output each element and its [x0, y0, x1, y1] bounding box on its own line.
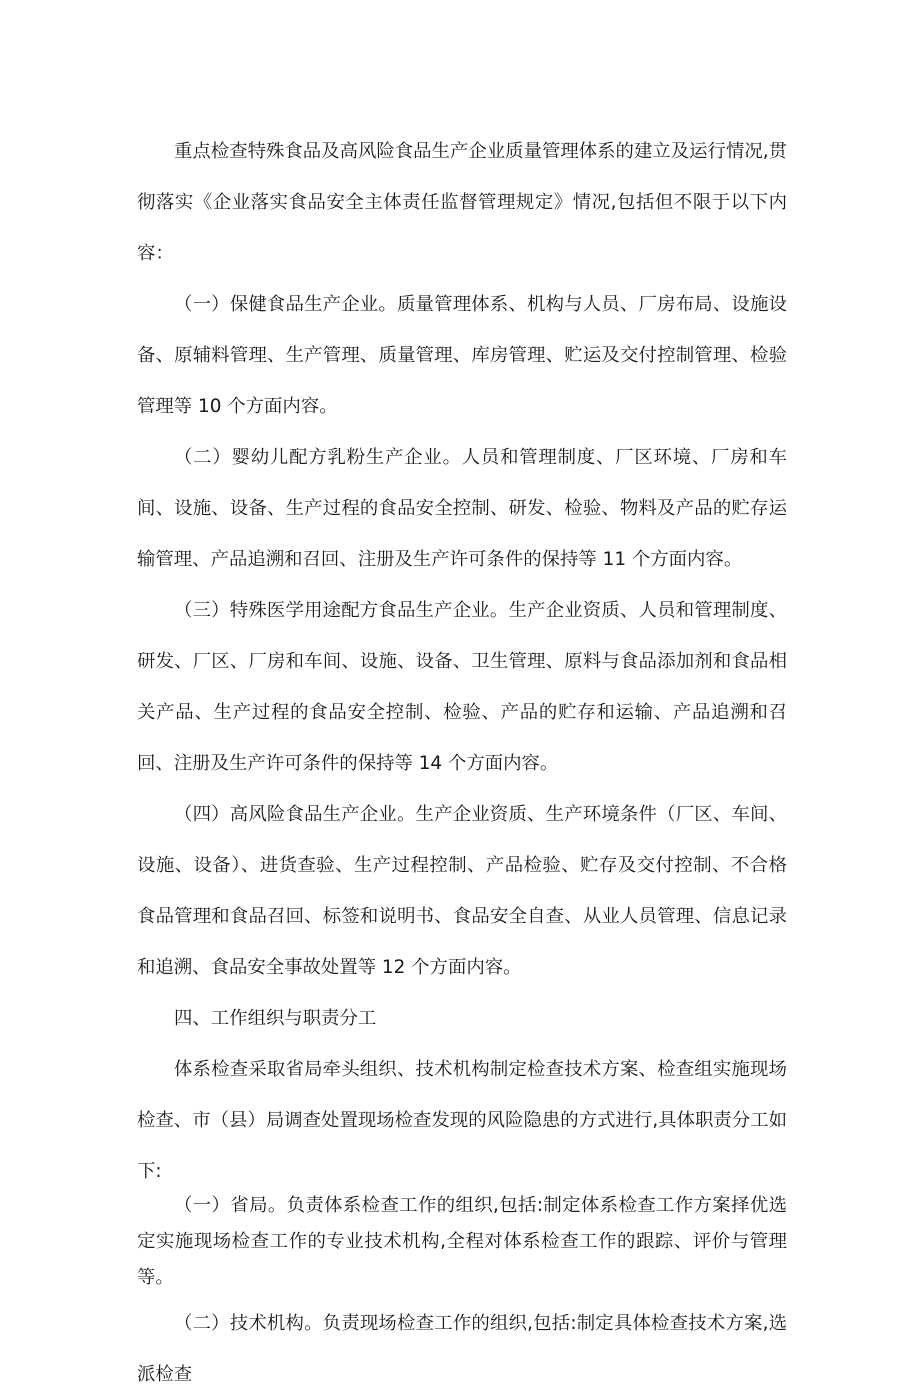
section-heading-organization: 四、工作组织与职责分工	[174, 1008, 377, 1029]
paragraph-technical-agency: （二）技术机构。负责现场检查工作的组织,包括:制定具体检查技术方案,选派检查	[137, 1313, 787, 1385]
paragraph-medical-food: （三）特殊医学用途配方食品生产企业。生产企业资质、人员和管理制度、研发、厂区、厂房和车间、设施、设备、卫生管理、原料与食品添加剂和食品相关产品、生产过程的食品安全控制、检验、产品的贮存和运输、产品追溯和召回、注册及生产许可条件的保持等 14 个方面内容。	[137, 600, 787, 774]
paragraph-high-risk-food: （四）高风险食品生产企业。生产企业资质、生产环境条件（厂区、车间、设施、设备）、进货查验、生产过程控制、产品检验、贮存及交付控制、不合格食品管理和食品召回、标签和说明书、食品安全自查、从业人员管理、信息记录和追溯、食品安全事故处置等 12 个方面内容。	[137, 804, 787, 978]
paragraph-system-inspection: 体系检查采取省局牵头组织、技术机构制定检查技术方案、检查组实施现场检查、市（县）局调查处置现场检查发现的风险隐患的方式进行,具体职责分工如下:	[137, 1059, 787, 1182]
paragraph-infant-formula: （二）婴幼儿配方乳粉生产企业。人员和管理制度、厂区环境、厂房和车间、设施、设备、生产过程的食品安全控制、研发、检验、物料及产品的贮存运输管理、产品追溯和召回、注册及生产许可条件的保持等 11 个方面内容。	[137, 447, 787, 570]
paragraph-inspection-scope: 重点检查特殊食品及高风险食品生产企业质量管理体系的建立及运行情况,贯彻落实《企业落实食品安全主体责任监督管理规定》情况,包括但不限于以下内容：	[137, 141, 787, 264]
paragraph-provincial-bureau: （一）省局。负责体系检查工作的组织,包括:制定体系检查工作方案择优选定实施现场检查工作的专业技术机构,全程对体系检查工作的跟踪、评价与管理等。	[137, 1195, 787, 1288]
paragraph-health-food: （一）保健食品生产企业。质量管理体系、机构与人员、厂房布局、设施设备、原辅料管理、生产管理、质量管理、库房管理、贮运及交付控制管理、检验管理等 10 个方面内容。	[137, 294, 787, 417]
document-page	[137, 126, 787, 1400]
